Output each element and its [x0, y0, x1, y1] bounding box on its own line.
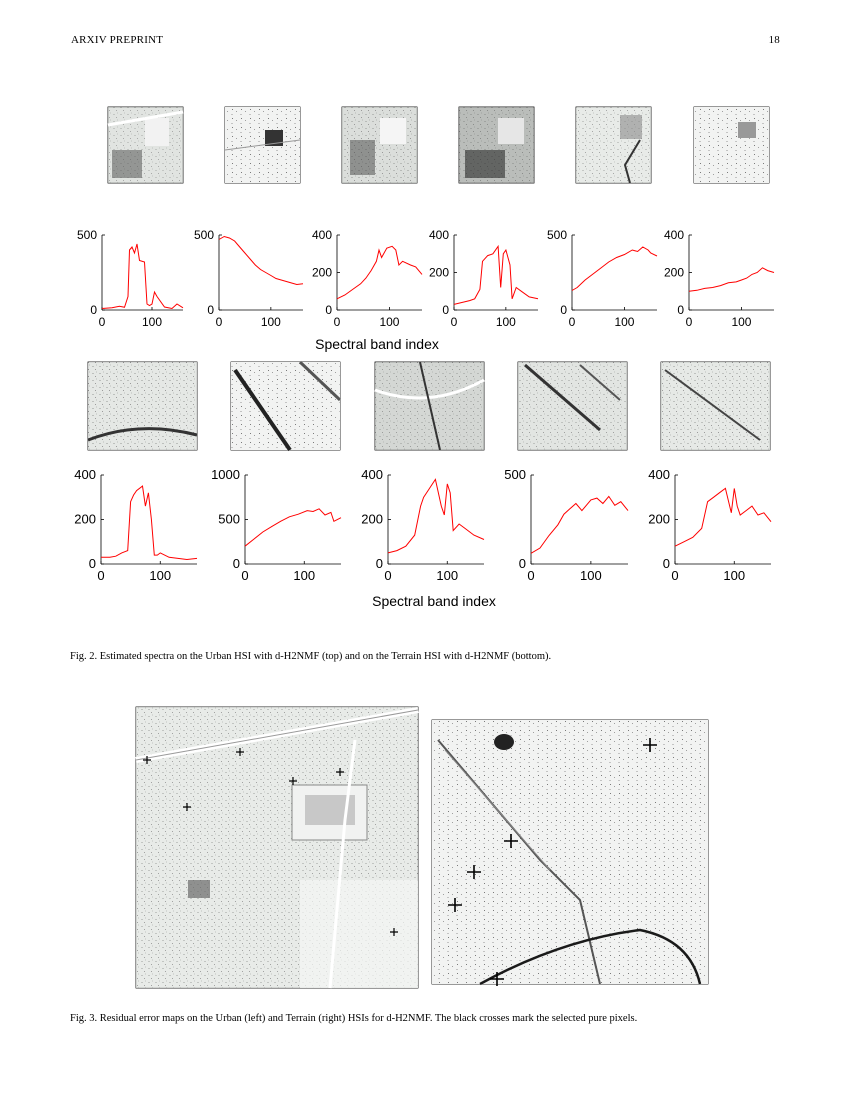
y-tick-label: 0 — [375, 556, 383, 571]
y-tick-label: 0 — [677, 303, 684, 317]
urban-abundance-map-4 — [459, 107, 534, 183]
page-number: 18 — [768, 34, 780, 46]
y-tick-label: 0 — [442, 303, 449, 317]
y-tick-label: 400 — [428, 228, 449, 242]
y-tick-label: 400 — [663, 228, 684, 242]
x-tick-label: 0 — [685, 315, 693, 329]
y-tick-label: 200 — [428, 265, 449, 280]
x-tick-label: 100 — [141, 315, 163, 329]
chart-terrain-2 — [211, 467, 341, 583]
spectrum-line — [454, 246, 538, 304]
chart-terrain-1 — [74, 467, 197, 583]
spectrum-line — [531, 496, 628, 553]
x-tick-label: 0 — [384, 568, 392, 583]
spectrum-line — [572, 247, 657, 291]
spectrum-line — [675, 488, 771, 546]
chart-urban-1 — [77, 228, 183, 329]
chart-urban-2 — [194, 228, 303, 329]
spectrum-line — [245, 509, 341, 546]
y-tick-label: 0 — [232, 556, 240, 571]
terrain-x-axis-label: Spectral band index — [372, 593, 496, 609]
x-tick-label: 100 — [614, 315, 635, 329]
x-tick-label: 100 — [495, 315, 516, 329]
x-tick-label: 0 — [97, 568, 105, 583]
urban-abundance-map-5 — [576, 107, 651, 183]
y-tick-label: 200 — [663, 265, 684, 280]
x-tick-label: 100 — [436, 568, 459, 583]
urban-abundance-map-1 — [108, 107, 183, 183]
running-header: ARXIV PREPRINT — [71, 34, 164, 46]
y-tick-label: 0 — [90, 303, 97, 317]
chart-terrain-5 — [648, 467, 771, 583]
terrain-abundance-map-1 — [88, 362, 197, 450]
chart-urban-6 — [664, 228, 774, 329]
y-tick-label: 500 — [504, 467, 526, 482]
y-tick-label: 400 — [361, 467, 383, 482]
y-tick-label: 200 — [648, 511, 670, 527]
spectrum-line — [101, 486, 197, 559]
y-tick-label: 200 — [74, 511, 96, 527]
chart-urban-4 — [429, 228, 538, 329]
y-tick-label: 400 — [648, 467, 670, 482]
x-tick-label: 100 — [731, 315, 752, 329]
spectrum-line — [689, 268, 774, 292]
y-tick-label: 400 — [311, 228, 332, 242]
y-tick-label: 0 — [518, 556, 526, 571]
x-tick-label: 0 — [527, 568, 535, 583]
spectrum-line — [388, 479, 484, 553]
spectrum-line — [102, 244, 183, 309]
x-tick-label: 100 — [260, 315, 281, 329]
spectrum-line — [337, 246, 422, 298]
chart-urban-5 — [547, 228, 657, 329]
urban-abundance-map-6 — [694, 107, 769, 183]
chart-urban-3 — [312, 228, 422, 329]
y-tick-label: 400 — [74, 467, 96, 482]
y-tick-label: 500 — [218, 511, 240, 527]
y-tick-label: 500 — [76, 228, 97, 242]
urban-abundance-map-2 — [225, 107, 300, 183]
urban-residual-map — [136, 707, 418, 988]
y-tick-label: 0 — [207, 303, 214, 317]
y-tick-label: 500 — [546, 228, 567, 242]
y-tick-label: 1000 — [211, 467, 240, 482]
terrain-abundance-map-3 — [375, 362, 484, 450]
x-tick-label: 100 — [379, 315, 400, 329]
y-tick-label: 200 — [361, 511, 383, 527]
terrain-residual-map — [432, 720, 708, 984]
urban-x-axis-label: Spectral band index — [315, 336, 439, 352]
x-tick-label: 0 — [215, 315, 223, 329]
figure-3-caption: Fig. 3. Residual error maps on the Urban (left) and Terrain (right) HSIs for d-H2NMF. The black crosses mark the selected pure pixels. — [70, 1013, 638, 1024]
y-tick-label: 0 — [88, 556, 96, 571]
y-tick-label: 0 — [662, 556, 670, 571]
x-tick-label: 100 — [723, 568, 746, 583]
x-tick-label: 100 — [580, 568, 602, 583]
y-tick-label: 500 — [193, 228, 214, 242]
chart-terrain-4 — [504, 467, 628, 583]
x-tick-label: 0 — [333, 315, 341, 329]
x-tick-label: 0 — [671, 568, 679, 583]
chart-terrain-3 — [361, 467, 484, 583]
spectrum-line — [219, 237, 303, 285]
x-tick-label: 0 — [568, 315, 576, 329]
x-tick-label: 0 — [241, 568, 249, 583]
x-tick-label: 0 — [98, 315, 106, 329]
y-tick-label: 200 — [311, 265, 332, 280]
x-tick-label: 0 — [450, 315, 458, 329]
y-tick-label: 0 — [560, 303, 567, 317]
x-tick-label: 100 — [293, 568, 316, 583]
y-tick-label: 0 — [325, 303, 332, 317]
terrain-abundance-map-2 — [231, 362, 340, 450]
terrain-abundance-map-5 — [661, 362, 770, 450]
urban-abundance-map-3 — [342, 107, 417, 183]
x-tick-label: 100 — [149, 568, 172, 583]
figure-2-caption: Fig. 2. Estimated spectra on the Urban HSI with d-H2NMF (top) and on the Terrain HSI with d-H2NMF (bottom). — [70, 651, 552, 662]
terrain-abundance-map-4 — [518, 362, 627, 450]
